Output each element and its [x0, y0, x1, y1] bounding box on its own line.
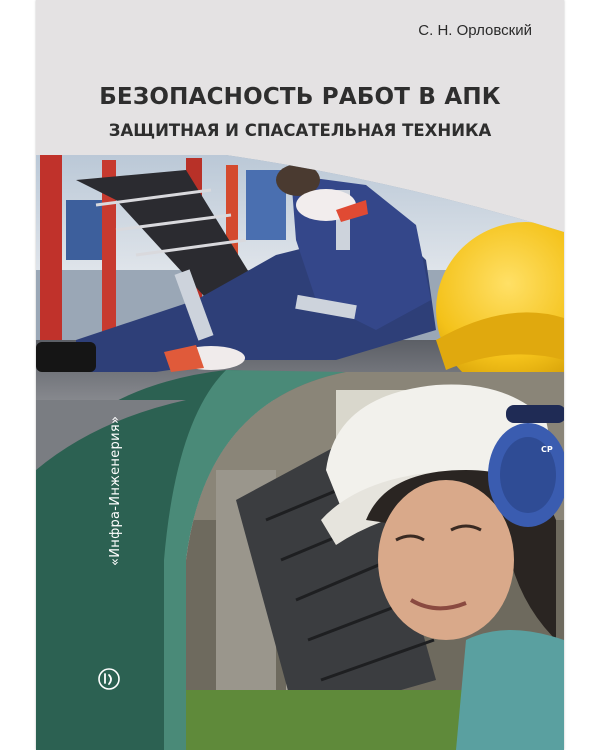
publisher-logo-icon [98, 668, 120, 690]
author-name: С. Н. Орловский [418, 22, 532, 39]
publisher-name: «Инфра-Инженерия» [108, 415, 123, 566]
cover-artwork [36, 0, 564, 750]
book-cover [36, 0, 564, 750]
book-subtitle: ЗАЩИТНАЯ И СПАСАТЕЛЬНАЯ ТЕХНИКА [108, 121, 492, 140]
worker-photo [36, 150, 564, 410]
book-title: БЕЗОПАСНОСТЬ РАБОТ В АПК [99, 84, 501, 110]
earmuff-mark: CP [541, 445, 553, 454]
